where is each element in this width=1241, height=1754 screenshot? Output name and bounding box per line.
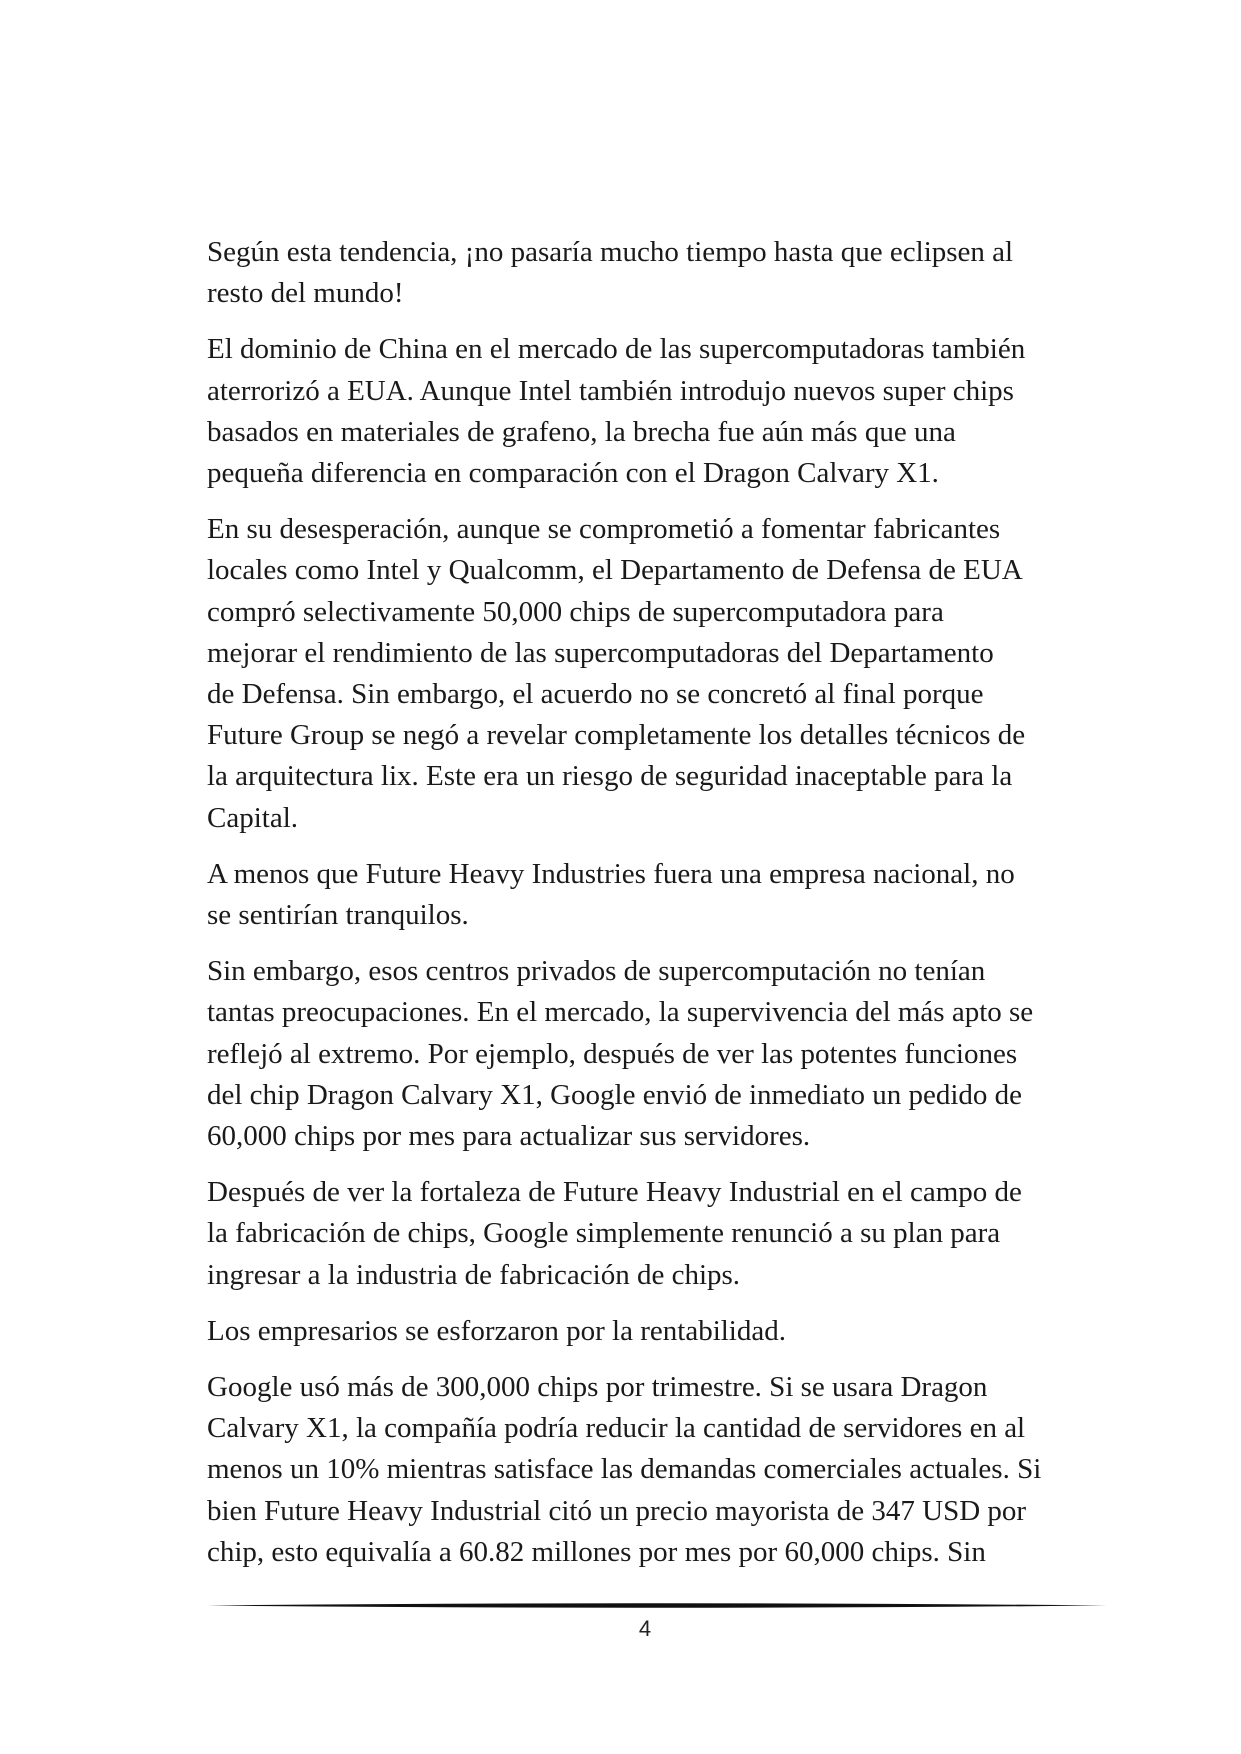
- paragraph: Google usó más de 300,000 chips por trimestre. Si se usara Dragon Calvary X1, la compañía podría reducir la cantidad de servidores en al menos un 10% mientras satisface las demandas comerciales actuales. Si bien Future Heavy Industrial citó un precio mayorista de 347 USD por chip, esto equivalía a 60.82 millones por mes por 60,000 chips. Sin: [207, 1371, 1042, 1568]
- paragraph: En su desesperación, aunque se comprometió a fomentar fabricantes locales como Intel y Qualcomm, el Departamento de Defensa de EUA compró selectivamente 50,000 chips de supercomputadora para mejorar el rendimiento de las supercomputadoras del Departamento de Defensa. Sin embargo, el acuerdo no se concretó al final porque Future Group se negó a revelar completamente los detalles técnicos de la arquitectura lix. Este era un riesgo de seguridad inaceptable para la Capital.: [207, 513, 1026, 834]
- page-number: 4: [638, 1616, 652, 1641]
- paragraph: Después de ver la fortaleza de Future Heavy Industrial en el campo de la fabricación de chips, Google simplemente renunció a su plan para ingresar a la industria de fabricación de chips.: [207, 1176, 1022, 1291]
- body-text: [207, 232, 1082, 1588]
- paragraph: Los empresarios se esforzaron por la rentabilidad.: [207, 1314, 786, 1347]
- footer-rule: [207, 1601, 1107, 1610]
- paragraph: El dominio de China en el mercado de las supercomputadoras también aterrorizó a EUA. Aunque Intel también introdujo nuevos super chips basados en materiales de grafeno, la brecha fue aún más que una pequeña diferencia en comparación con el Dragon Calvary X1.: [207, 333, 1026, 490]
- paragraph: Sin embargo, esos centros privados de supercomputación no tenían tantas preocupaciones. En el mercado, la supervivencia del más apto se reflejó al extremo. Por ejemplo, después de ver las potentes funciones del chip Dragon Calvary X1, Google envió de inmediato un pedido de 60,000 chips por mes para actualizar sus servidores.: [207, 955, 1034, 1153]
- paragraph: A menos que Future Heavy Industries fuera una empresa nacional, no se sentirían tranquilos.: [207, 857, 1015, 932]
- paragraph: Según esta tendencia, ¡no pasaría mucho tiempo hasta que eclipsen al resto del mundo!: [207, 236, 1014, 310]
